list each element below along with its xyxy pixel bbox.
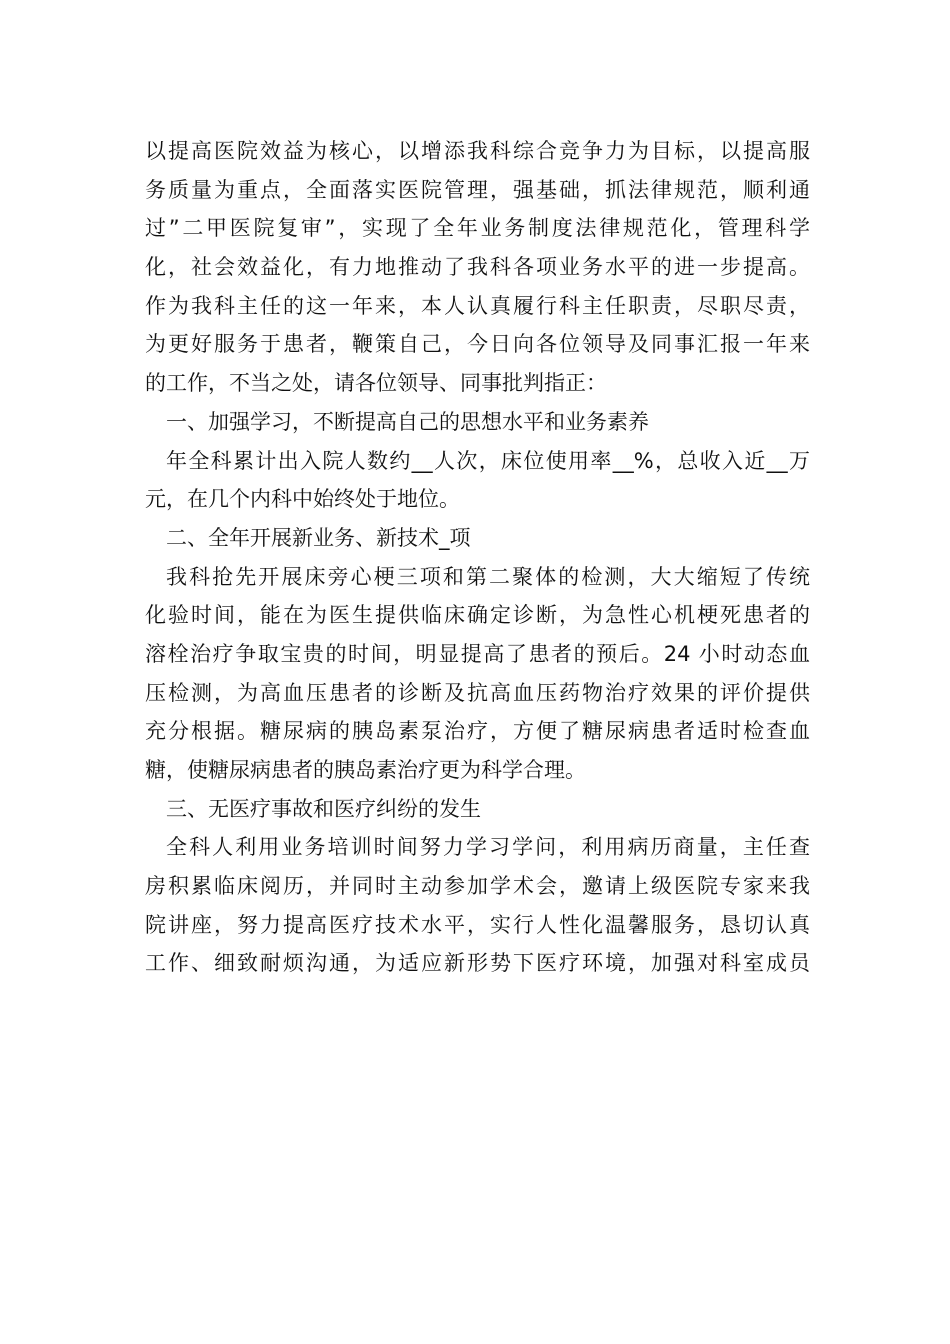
section-heading: 一、加强学习，不断提高自己的思想水平和业务素养 [166,409,649,434]
paragraph-line: 房积累临床阅历，并同时主动参加学术会，邀请上级医院专家来我 [145,874,810,899]
paragraph-line: 压检测，为高血压患者的诊断及抗高血压药物治疗效果的评价提供 [145,680,810,705]
paragraph-line: 院讲座，努力提高医疗技术水平，实行人性化温馨服务，恳切认真 [145,912,810,937]
paragraph-line: 以提高医院效益为核心，以增添我科综合竞争力为目标，以提高服 [145,139,810,163]
paragraph-line: 务质量为重点，全面落实医院管理，强基础，抓法律规范，顺利通 [145,177,810,202]
paragraph-line: 全科人利用业务培训时间努力学习学问，利用病历商量，主任查 [166,835,810,860]
paragraph-line: 化验时间，能在为医生提供临床确定诊断，为急性心机梗死患者的 [145,603,810,628]
paragraph-line: 溶栓治疗争取宝贵的时间，明显提高了患者的预后。24 小时动态血 [145,641,810,666]
paragraph-line: 元，在几个内科中始终处于地位。 [145,487,460,512]
paragraph-line: 充分根据。糖尿病的胰岛素泵治疗，方便了糖尿病患者适时检查血 [145,719,810,744]
document-body [145,132,810,983]
paragraph-line: 我科抢先开展床旁心梗三项和第二聚体的检测，大大缩短了传统 [166,564,810,589]
paragraph-line: 工作、细致耐烦沟通，为适应新形势下医疗环境，加强对科室成员 [145,951,810,976]
section-heading: 二、全年开展新业务、新技术_项 [166,525,471,550]
section-heading: 三、无医疗事故和医疗纠纷的发生 [166,796,481,821]
paragraph-line: 年全科累计出入院人数约__人次，床位使用率__%，总收入近__万 [166,448,810,473]
paragraph-line: 的工作，不当之处，请各位领导、同事批判指正： [145,371,607,396]
paragraph-line: 糖，使糖尿病患者的胰岛素治疗更为科学合理。 [145,758,586,782]
paragraph-line: 过”二甲医院复审”，实现了全年业务制度法律规范化，管理科学 [145,216,810,241]
paragraph-line: 化，社会效益化，有力地推动了我科各项业务水平的进一步提高。 [145,255,810,280]
paragraph-line: 为更好服务于患者，鞭策自己，今日向各位领导及同事汇报一年来 [145,332,810,357]
paragraph-line: 作为我科主任的这一年来，本人认真履行科主任职责，尽职尽责， [145,293,810,318]
